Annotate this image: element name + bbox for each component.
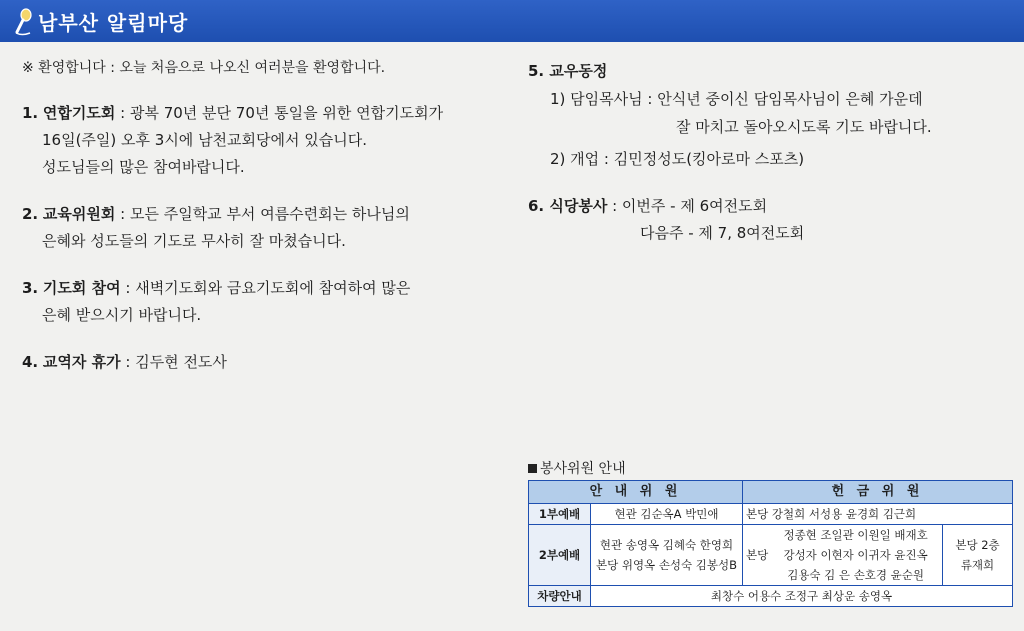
sub-text: : 김민정성도(킹아로마 스포츠) [599, 150, 805, 168]
staff-section [528, 458, 1012, 607]
row-label: 2부예배 [529, 525, 591, 586]
notice-separator: : [120, 279, 136, 297]
notice-number: 1. [22, 104, 39, 122]
notice-line: 다음주 - 제 7, 8여전도회 [640, 224, 805, 242]
offering-names: 본당 강철희 서성용 윤경희 김근희 [743, 504, 1013, 525]
notice-item-2 [22, 201, 512, 255]
usher-names [591, 525, 743, 586]
welcome-text: ※ 환영합니다 : 오늘 처음으로 나오신 여러분을 환영합니다. [22, 60, 386, 76]
offering-line: 정종현 조일관 이원일 배재호 [783, 528, 928, 542]
notice-line: 은혜와 성도들의 기도로 무사히 잘 마쳤습니다. [42, 232, 346, 250]
offering-line: 김용숙 김 은 손호경 윤순원 [787, 568, 925, 582]
notice-label: 연합기도회 [42, 104, 116, 122]
row-label: 1부예배 [529, 504, 591, 525]
notice-line: 김두현 전도사 [135, 353, 227, 371]
notice-line: 성도님들의 많은 참여바랍니다. [42, 158, 245, 176]
square-bullet-icon [528, 464, 537, 473]
usher-line: 본당 위영옥 손성숙 김봉성B [595, 558, 738, 572]
notice-number: 4. [22, 353, 39, 371]
table-header-row [529, 481, 1013, 504]
page-title: 남부산 알림마당 [38, 11, 189, 35]
floor2-place: 본당 2층 [955, 538, 1000, 552]
driver-names: 최창수 어용수 조정구 최상운 송영옥 [591, 586, 1013, 607]
notice-line: 은혜 받으시기 바랍니다. [42, 306, 202, 324]
staff-title-text: 봉사위원 안내 [540, 461, 626, 477]
notice-line: : 이번주 - 제 6여전도회 [607, 197, 768, 215]
staff-title [528, 458, 1012, 480]
usher-line: 현관 송영옥 김혜숙 한영희 [599, 538, 734, 552]
header-bar [0, 0, 1024, 42]
sub-item-opening [528, 145, 1018, 173]
notice-item-6 [528, 193, 1018, 247]
table-row [529, 586, 1013, 607]
notice-item-5 [528, 58, 1018, 173]
offering-place: 본당 [746, 548, 769, 562]
sub-item-pastor [528, 85, 1018, 113]
notice-line: 광복 70년 분단 70년 통일을 위한 연합기도회가 [129, 104, 444, 122]
notice-separator: : [115, 104, 130, 122]
sub-label: 2) 개업 [550, 150, 600, 168]
offering-line: 강성자 이현자 이귀자 윤진옥 [783, 548, 928, 562]
notice-separator: : [115, 205, 130, 223]
notice-item-1 [22, 100, 512, 181]
notice-number: 3. [22, 279, 39, 297]
notice-number: 2. [22, 205, 39, 223]
notice-line: 모든 주일학교 부서 여름수련회는 하나님의 [129, 205, 410, 223]
notice-separator: : [120, 353, 136, 371]
microphone-icon [12, 8, 36, 36]
row-label: 차량안내 [529, 586, 591, 607]
floor2-name: 류재희 [960, 558, 995, 572]
sub-text: : 안식년 중이신 담임목사님이 은혜 가운데 [642, 90, 923, 108]
header-usher: 안 내 위 원 [529, 481, 743, 504]
floor2-cell [943, 525, 1013, 586]
staff-table [528, 480, 1013, 607]
header-offering: 헌 금 위 원 [743, 481, 1013, 504]
left-column [22, 58, 512, 396]
usher-names: 현관 김순옥A 박민애 [591, 504, 743, 525]
notice-label: 교역자 휴가 [42, 353, 121, 371]
notice-label: 교육위원회 [42, 205, 116, 223]
table-row [529, 525, 1013, 586]
sub-label: 1) 담임목사님 [550, 90, 643, 108]
notice-title: 6. 식당봉사 [528, 197, 608, 215]
table-row [529, 504, 1013, 525]
sub-text: 잘 마치고 돌아오시도록 기도 바랍니다. [676, 118, 932, 136]
right-column [528, 58, 1018, 267]
notice-item-4 [22, 349, 512, 376]
notice-line: 16일(주일) 오후 3시에 남천교회당에서 있습니다. [42, 131, 367, 149]
notice-line: 새벽기도회와 금요기도회에 참여하여 많은 [135, 279, 411, 297]
offering-names [743, 525, 943, 586]
notice-title: 5. 교우동정 [528, 62, 608, 80]
notice-label: 기도회 참여 [42, 279, 121, 297]
notice-item-3 [22, 275, 512, 329]
